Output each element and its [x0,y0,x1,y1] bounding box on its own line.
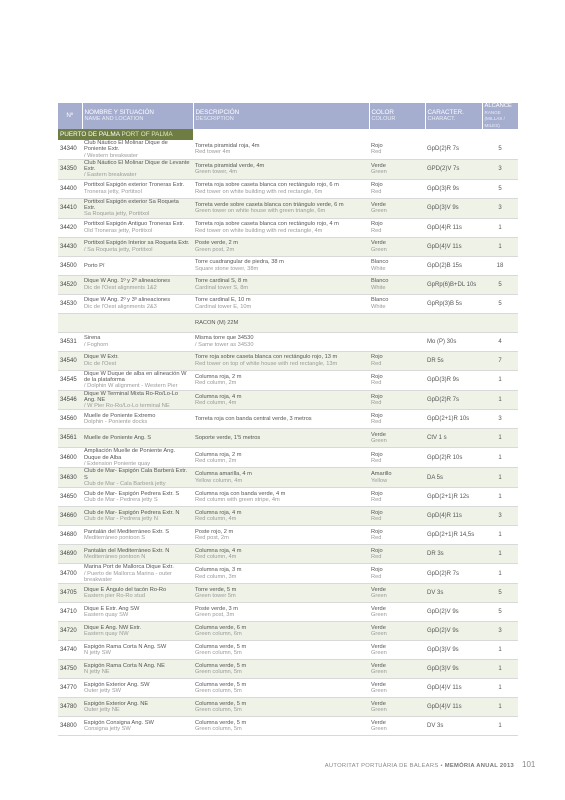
table-row [58,390,518,410]
cell-color: Rojo Red [369,140,425,159]
header-range: ALCANCE RANGE (MILLAS / MILES) [482,103,518,129]
cell-range: 1 [482,698,518,717]
cell-name: Dique W Extr. Dic de l'Oest [82,351,193,370]
table-row [58,717,518,736]
table-row [58,698,518,717]
cell-color: Amarillo Yellow [369,468,425,488]
cell-charact: GpD(4)R 11s [425,507,482,526]
cell-desc: Torreta verde sobre caseta blanca con triángulo verde, 6 m Green tower on white house with green triangle, 6m [193,198,369,218]
cell-name: Pantalán del Mediterráneo Extr. N Mediterráneo pontoon N [82,545,193,564]
cell-num: 34705 [58,584,82,603]
cell-color: Verde Green [369,237,425,256]
cell-desc: Columna roja con banda verde, 4 m Red column with green stripe, 4m [193,488,369,507]
cell-name: Porto Pí [82,256,193,275]
cell-charact: GpD(2)V 9s [425,622,482,641]
cell-color: Rojo Red [369,564,425,584]
table-row [58,237,518,256]
table-row [58,410,518,429]
cell-charact: GpD(2)R 7s [425,390,482,410]
footer-report: MEMÒRIA ANUAL 2013 [444,763,514,769]
cell-charact: CtV 1 s [425,429,482,448]
cell-color: Verde Green [369,622,425,641]
table-body [58,140,518,736]
cell-range [482,313,518,332]
footer-org: AUTORITAT PORTUÀRIA DE BALEARS [324,763,439,769]
cell-name: Espigón Rama Corta N Ang. SW N jetty SW [82,641,193,660]
cell-num: 34350 [58,159,82,179]
cell-name: Espigón Rama Corta N Ang. NE N jetty NE [82,660,193,679]
cell-color: Blanco White [369,275,425,294]
cell-num: 34800 [58,717,82,736]
cell-name: Dique W Ang. 2º y 3º alineaciones Dic de l'Oest alignments 2&3 [82,294,193,313]
cell-name: Dique W Terminal Mixta Ro-Ro/Lo-Lo Ang. NE / W Pier Ro-Ro/Lo-Lo terminal NE [82,390,193,410]
cell-num [58,313,82,332]
cell-desc: Columna roja, 2 m Red column, 2m [193,448,369,468]
cell-color: Rojo Red [369,370,425,390]
cell-desc: Columna amarilla, 4 m Yellow column, 4m [193,468,369,488]
cell-range: 1 [482,370,518,390]
cell-desc: Columna roja, 4 m Red column, 4m [193,545,369,564]
cell-num: 34531 [58,332,82,351]
cell-name: Ampliación Muelle de Poniente Ang. Duque de Alba / Extension Poniente quay [82,448,193,468]
table-row [58,526,518,545]
cell-num: 34630 [58,468,82,488]
cell-num: 34700 [58,564,82,584]
cell-charact: GpD(4)V 11s [425,698,482,717]
cell-charact: GpD(3)R 9s [425,370,482,390]
cell-desc: Torre cardinal S, 8 m Cardinal tower S, 8m [193,275,369,294]
cell-charact: GpRp(3)B 5s [425,294,482,313]
cell-name: Portitxol Espigón Antiguo Troneras Extr. Old Troneras jetty, Portitxol [82,218,193,237]
cell-name: Club de Mar- Espigón Cala Barberà Extr. S Club de Mar - Cala Barberà jetty [82,468,193,488]
table-row [58,179,518,198]
cell-name: Club de Mar- Espigón Pedrera Extr. S Club de Mar - Pedrera jetty S [82,488,193,507]
cell-num: 34540 [58,351,82,370]
cell-color: Rojo Red [369,218,425,237]
cell-desc: Soporte verde, 1'5 metros [193,429,369,448]
lighthouse-table [58,103,519,736]
cell-range: 1 [482,390,518,410]
cell-num: 34710 [58,603,82,622]
cell-color: Verde Green [369,641,425,660]
cell-range: 5 [482,179,518,198]
cell-range: 5 [482,294,518,313]
cell-range: 1 [482,545,518,564]
cell-desc: Torreta roja sobre caseta blanca con rectángulo rojo, 4 m Red tower on white building with red rectangle, 4m [193,218,369,237]
cell-desc: Torreta piramidal roja, 4m Red tower 4m [193,140,369,159]
cell-num: 34600 [58,448,82,468]
cell-num: 34430 [58,237,82,256]
cell-num: 34546 [58,390,82,410]
table-row [58,584,518,603]
cell-name: Pantalán del Mediterráneo Extr. S Mediterráneo pontoon S [82,526,193,545]
cell-charact: GpD(3)V 9s [425,641,482,660]
cell-color: Rojo Red [369,488,425,507]
cell-color: Rojo Red [369,390,425,410]
cell-name: Dique E Ángulo del tacón Ro-Ro Eastern pier Ro-Ro stud [82,584,193,603]
table-row [58,370,518,390]
cell-charact: Mo (P) 30s [425,332,482,351]
cell-range: 1 [482,717,518,736]
cell-desc: Columna verde, 5 m Green column, 5m [193,698,369,717]
cell-range: 3 [482,507,518,526]
cell-name: Espigón Consigna Ang. SW Consigna jetty SW [82,717,193,736]
cell-charact: DR 5s [425,351,482,370]
cell-range: 1 [482,237,518,256]
cell-range: 1 [482,468,518,488]
cell-num: 34340 [58,140,82,159]
cell-num: 34520 [58,275,82,294]
cell-num: 34650 [58,488,82,507]
cell-charact: GpD(2)R 7s [425,140,482,159]
table-row [58,159,518,179]
cell-desc: Torreta roja con banda central verde, 3 metros [193,410,369,429]
cell-name: Portitxol Espigón exterior Troneras Extr. Troneras jetty, Portitxol [82,179,193,198]
cell-name: Dique W Duque de alba en alineación W de la plataforma / Dolphin W alignment - Western Pier [82,370,193,390]
cell-desc: Poste verde, 3 m Green post, 3m [193,603,369,622]
cell-name: Espigón Exterior Ang. SW Outer jetty SW [82,679,193,698]
cell-range: 1 [482,564,518,584]
cell-name: Portitxol Espigón exterior Sa Roqueta Extr. Sa Roqueta jetty, Portitxol [82,198,193,218]
cell-num: 34410 [58,198,82,218]
cell-charact: DV 3s [425,717,482,736]
table-row [58,351,518,370]
cell-num: 34500 [58,256,82,275]
cell-desc: Poste verde, 2 m Green post, 2m [193,237,369,256]
cell-name: Club de Mar- Espigón Pedrera Extr. N Club de Mar - Pedrera jetty N [82,507,193,526]
cell-desc: Columna verde, 5 m Green column, 5m [193,641,369,660]
table-row [58,622,518,641]
cell-desc: Torre cardinal E, 10 m Cardinal tower E, 10m [193,294,369,313]
cell-charact: GpD(2)B 15s [425,256,482,275]
cell-range: 3 [482,410,518,429]
header-num: Nº [58,103,82,129]
cell-color: Verde Green [369,198,425,218]
cell-num: 34560 [58,410,82,429]
cell-range: 5 [482,140,518,159]
cell-name: Club Náutico El Molinar Dique de Poniente Extr. / Western breakwater [82,140,193,159]
cell-range: 1 [482,526,518,545]
cell-color: Verde Green [369,603,425,622]
cell-range: 7 [482,351,518,370]
cell-charact: GpD(4)R 11s [425,218,482,237]
cell-name: Sirena / Foghorn [82,332,193,351]
section-heading [58,129,518,140]
table-row [58,256,518,275]
cell-desc: Misma torre que 34530 / Same tower as 34530 [193,332,369,351]
cell-charact: DR 3s [425,545,482,564]
cell-desc: Torreta piramidal verde, 4m Green tower, 4m [193,159,369,179]
cell-color: Rojo Red [369,410,425,429]
cell-num: 34561 [58,429,82,448]
table-row [58,641,518,660]
cell-desc: Poste rojo, 2 m Red post, 2m [193,526,369,545]
cell-num: 34530 [58,294,82,313]
table-row [58,660,518,679]
table-row [58,275,518,294]
header-description: DESCRIPCIÓN DESCRIPTION [193,103,369,129]
cell-color: Blanco White [369,256,425,275]
cell-num: 34690 [58,545,82,564]
table-row [58,603,518,622]
cell-desc: Torre verde, 5 m Green tower 5m [193,584,369,603]
table-header [58,103,518,129]
cell-charact: GpD(3)V 9s [425,660,482,679]
cell-num: 34680 [58,526,82,545]
cell-num: 34720 [58,622,82,641]
cell-charact: GpRp(6)B+DL 10s [425,275,482,294]
cell-charact: GPD(2)V 7s [425,159,482,179]
cell-desc: Torreta roja sobre caseta blanca con rectángulo rojo, 6 m Red tower on white building with red rectangle, 6m [193,179,369,198]
cell-charact: GpD(3)R 9s [425,179,482,198]
cell-num: 34420 [58,218,82,237]
cell-desc: Torre roja sobre caseta blanca con rectángulo rojo, 13 m Red tower on top of white house with red rectangle, 13m [193,351,369,370]
cell-color: Verde Green [369,429,425,448]
cell-charact: DA 5s [425,468,482,488]
footer [0,763,514,769]
cell-range: 3 [482,159,518,179]
cell-name: Dique E Extr. Ang SW Eastern quay SW [82,603,193,622]
cell-range: 3 [482,622,518,641]
header-name: NOMBRE Y SITUACIÓN NAME AND LOCATION [82,103,193,129]
cell-num: 34770 [58,679,82,698]
cell-range: 4 [482,332,518,351]
cell-color: Verde Green [369,717,425,736]
cell-desc: Columna verde, 5 m Green column, 5m [193,717,369,736]
cell-charact: GpD(2+1)R 12s [425,488,482,507]
cell-range: 1 [482,429,518,448]
cell-charact [425,313,482,332]
cell-color: Verde Green [369,698,425,717]
table-row [58,507,518,526]
cell-name: Dique W Ang. 1º y 2º alineaciones Dic de l'Oest alignments 1&2 [82,275,193,294]
cell-color: Verde Green [369,679,425,698]
table-row [58,198,518,218]
cell-desc: RACON (M) 22M [193,313,369,332]
cell-desc: Columna roja, 3 m Red column, 3m [193,564,369,584]
cell-color: Verde Green [369,660,425,679]
header-color: COLOR COLOUR [369,103,425,129]
table-row [58,564,518,584]
cell-charact: GpD(2+1)R 10s [425,410,482,429]
section-title: PUERTO DE PALMA PORT OF PALMA [58,129,193,140]
cell-num: 34660 [58,507,82,526]
footer-separator: • [440,763,443,769]
cell-charact: GpD(2)V 9s [425,603,482,622]
table-row [58,313,518,332]
cell-num: 34750 [58,660,82,679]
table-row [58,488,518,507]
cell-num: 34780 [58,698,82,717]
header-charact: CARACTER. CHARACT. [425,103,482,129]
cell-desc: Columna roja, 4 m Red column, 4m [193,390,369,410]
cell-color: Rojo Red [369,526,425,545]
cell-range: 3 [482,198,518,218]
cell-name: Muelle de Poniente Extremo Dolphin - Poniente docks [82,410,193,429]
cell-color: Verde Green [369,584,425,603]
cell-name: Portitxol Espigón Interior sa Roqueta Extr. / Sa Roqueta jetty, Portitxol [82,237,193,256]
cell-desc: Torre cuadrangular de piedra, 38 m Square stone tower, 38m [193,256,369,275]
cell-range: 1 [482,641,518,660]
table-row [58,448,518,468]
table-row [58,218,518,237]
cell-range: 5 [482,603,518,622]
cell-desc: Columna roja, 4 m Red column, 4m [193,507,369,526]
cell-color: Rojo Red [369,448,425,468]
page-number: 101 [522,760,536,769]
cell-name: Muelle de Poniente Ang. S [82,429,193,448]
cell-charact: GpD(4)V 11s [425,237,482,256]
cell-num: 34740 [58,641,82,660]
cell-range: 1 [482,448,518,468]
table-row [58,294,518,313]
cell-range: 1 [482,660,518,679]
cell-range: 1 [482,218,518,237]
cell-range: 18 [482,256,518,275]
cell-name: Club Náutico El Molinar Dique de Levante Extr. / Eastern breakwater [82,159,193,179]
cell-desc: Columna verde, 5 m Green column, 5m [193,660,369,679]
cell-charact: GpD(2)R 10s [425,448,482,468]
cell-charact: GpD(2+1)R 14,5s [425,526,482,545]
cell-color: Rojo Red [369,507,425,526]
table-row [58,429,518,448]
table-row [58,545,518,564]
cell-charact: GpD(2)R 7s [425,564,482,584]
cell-charact: GpD(4)V 11s [425,679,482,698]
cell-color [369,313,425,332]
cell-num: 34400 [58,179,82,198]
cell-color: Rojo Red [369,545,425,564]
cell-color: Blanco White [369,294,425,313]
table-row [58,468,518,488]
cell-color: Rojo Red [369,351,425,370]
cell-range: 5 [482,275,518,294]
table-row [58,679,518,698]
cell-name: Dique E Ang. NW Extr. Eastern quay NW [82,622,193,641]
cell-charact: GpD(3)V 9s [425,198,482,218]
cell-desc: Columna verde, 5 m Green column, 5m [193,679,369,698]
table-row [58,140,518,159]
cell-range: 5 [482,584,518,603]
cell-range: 1 [482,679,518,698]
cell-desc: Columna roja, 2 m Red column, 2m [193,370,369,390]
cell-range: 1 [482,488,518,507]
cell-color: Rojo Red [369,179,425,198]
table-row [58,332,518,351]
cell-color [369,332,425,351]
cell-desc: Columna verde, 6 m Green column, 6m [193,622,369,641]
cell-num: 34545 [58,370,82,390]
cell-name: Espigón Exterior Ang. NE Outer jetty NE [82,698,193,717]
cell-color: Verde Green [369,159,425,179]
cell-charact: DV 3s [425,584,482,603]
cell-name: Marina Port de Mallorca Dique Extr. / Puerto de Mallorca Marina - outer breakwater [82,564,193,584]
cell-name [82,313,193,332]
